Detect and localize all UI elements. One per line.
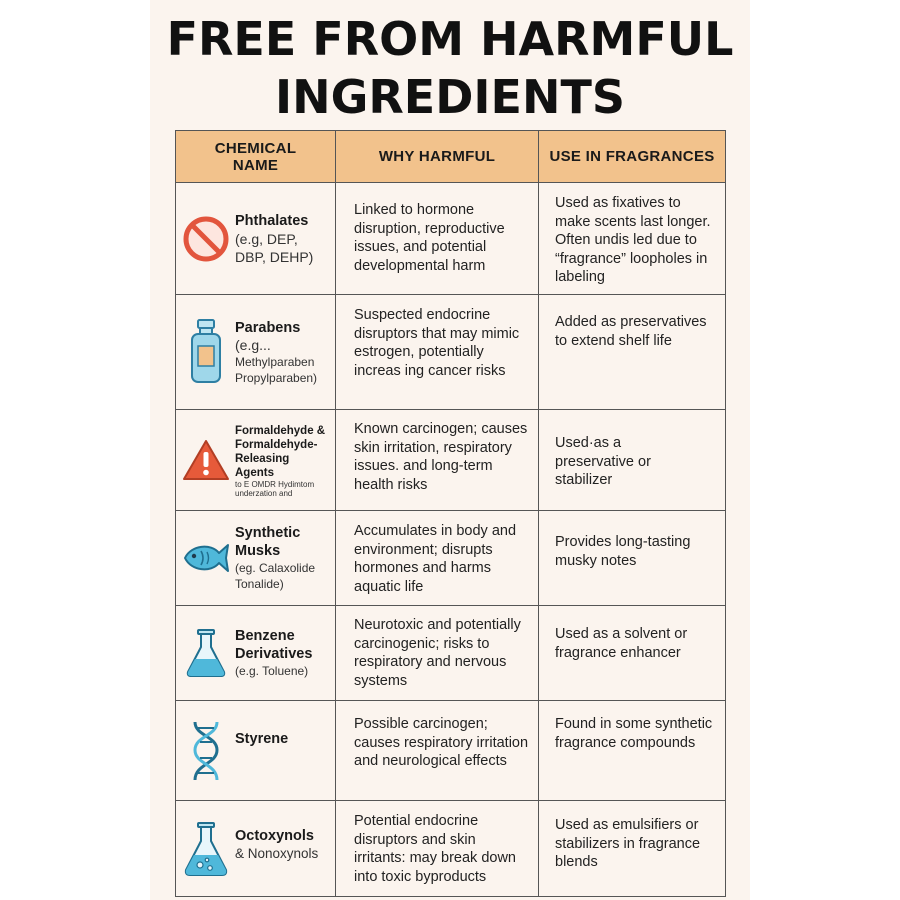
chemical-examples: (eg. Calaxolide Tonalide) xyxy=(235,561,316,591)
table-row xyxy=(176,183,726,295)
ingredients-table xyxy=(175,130,726,897)
chemical-name: Formaldehyde & Formaldehyde-Releasing Agents xyxy=(235,425,326,479)
use-text: Used as emulsifiers or stabilizers in fragrance blends xyxy=(555,817,701,870)
why-harmful-text: Suspected endocrine disruptors that may mimic estrogen, potentially increas ing cancer risks xyxy=(354,307,520,379)
warning-icon xyxy=(177,438,235,482)
table-row xyxy=(176,701,726,801)
why-harmful-text: Possible carcinogen; causes respiratory irritation and neurological effects xyxy=(354,716,529,769)
header-why-harmful: WHY HARMFUL xyxy=(336,131,539,183)
bottle-icon xyxy=(177,319,235,385)
header-use-in-fragrances: USE IN FRAGRANCES xyxy=(539,131,726,183)
chemical-name: Phthalates xyxy=(235,212,309,229)
chemical-cell xyxy=(176,511,336,606)
chemical-name: Styrene xyxy=(235,730,289,747)
chemical-cell xyxy=(176,410,336,511)
why-harmful-cell xyxy=(336,801,539,897)
infographic xyxy=(150,0,750,900)
why-harmful-text: Accumulates in body and environment; disrupts hormones and harms aquatic life xyxy=(354,523,517,595)
chemical-examples: & Nonoxynols xyxy=(235,846,319,861)
header-chemical-name: CHEMICAL NAME xyxy=(176,131,336,183)
use-cell xyxy=(539,410,726,511)
chemical-cell xyxy=(176,801,336,897)
table-row xyxy=(176,410,726,511)
why-harmful-text: Potential endocrine disruptors and skin irritants: may break down into toxic byproducts xyxy=(354,813,516,885)
page-title xyxy=(150,10,750,126)
chemical-name: Octoxynols xyxy=(235,828,314,844)
title-line-1: FREE FROM HARMFUL xyxy=(166,12,734,66)
use-text: Provides long-tasting musky notes xyxy=(555,534,691,569)
why-harmful-cell xyxy=(336,511,539,606)
chemical-name: Benzene Derivatives xyxy=(235,628,313,662)
use-text: Found in some synthetic fragrance compounds xyxy=(555,716,713,751)
why-harmful-cell xyxy=(336,295,539,410)
why-harmful-cell xyxy=(336,410,539,511)
chemical-examples: (e.g, DEP, DBP, DEHP) xyxy=(235,230,314,265)
use-cell xyxy=(539,183,726,295)
table-row xyxy=(176,801,726,897)
chemical-examples: Methylparaben Propylparaben) xyxy=(235,354,318,385)
table-row xyxy=(176,606,726,701)
chemical-note: to E OMDR Hydimtom underzation and xyxy=(235,480,315,498)
use-cell xyxy=(539,701,726,801)
table-header-row xyxy=(176,131,726,183)
fish-icon xyxy=(177,541,235,575)
use-text: Added as preservatives to extend shelf life xyxy=(555,314,707,349)
bubbling-flask-icon xyxy=(177,821,235,877)
chemical-cell xyxy=(176,295,336,410)
use-cell xyxy=(539,295,726,410)
prohibited-icon xyxy=(177,216,235,262)
use-text: Used as a solvent or fragrance enhancer xyxy=(555,626,688,661)
flask-icon xyxy=(177,628,235,678)
use-text: Used as fixatives to make scents last longer. Often undis led due to “fragrance” loopholes in labeling xyxy=(555,195,711,285)
chemical-examples-prefix: (e.g... xyxy=(235,336,271,353)
use-cell xyxy=(539,801,726,897)
why-harmful-cell xyxy=(336,701,539,801)
why-harmful-text: Linked to hormone disruption, reproductive issues, and potential developmental harm xyxy=(354,202,505,274)
use-text: Used·as a preservative or stabilizer xyxy=(555,435,651,488)
why-harmful-text: Neurotoxic and potentially carcinogenic; risks to respiratory and nervous systems xyxy=(354,617,521,689)
why-harmful-cell xyxy=(336,606,539,701)
title-line-2: INGREDIENTS xyxy=(275,70,625,124)
table-row xyxy=(176,295,726,410)
why-harmful-text: Known carcinogen; causes skin irritation, respiratory issues. and long-term health risks xyxy=(354,421,528,493)
use-cell xyxy=(539,606,726,701)
chemical-examples: (e.g. Toluene) xyxy=(235,664,309,678)
dna-icon xyxy=(177,720,235,782)
chemical-cell xyxy=(176,701,336,801)
use-cell xyxy=(539,511,726,606)
chemical-cell xyxy=(176,606,336,701)
table-row xyxy=(176,511,726,606)
chemical-name: Synthetic Musks xyxy=(235,525,301,559)
chemical-cell xyxy=(176,183,336,295)
chemical-name: Parabens xyxy=(235,319,301,336)
why-harmful-cell xyxy=(336,183,539,295)
